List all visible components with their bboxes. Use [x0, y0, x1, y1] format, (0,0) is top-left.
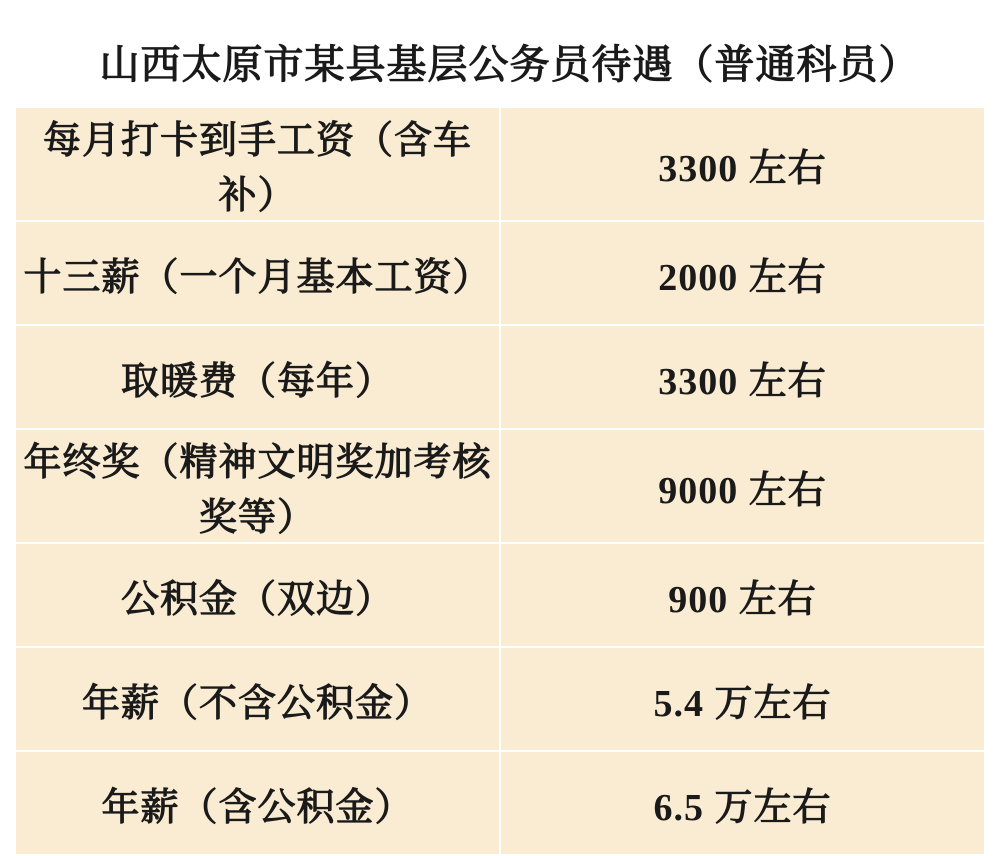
table-row [15, 647, 985, 751]
row-label: 年薪（不含公积金） [15, 647, 500, 751]
row-value: 5.4 万左右 [500, 647, 985, 751]
row-label: 年薪（含公积金） [15, 751, 500, 855]
table-title-row [15, 15, 985, 107]
table-row [15, 325, 985, 429]
row-value: 2000 左右 [500, 221, 985, 325]
salary-table [14, 14, 986, 856]
row-value: 9000 左右 [500, 429, 985, 543]
row-label: 公积金（双边） [15, 543, 500, 647]
table-title: 山西太原市某县基层公务员待遇（普通科员） [15, 15, 985, 107]
salary-table-body [15, 15, 985, 855]
row-label: 每月打卡到手工资（含车补） [15, 107, 500, 221]
table-row [15, 429, 985, 543]
row-label: 年终奖（精神文明奖加考核奖等） [15, 429, 500, 543]
row-value: 3300 左右 [500, 107, 985, 221]
table-row [15, 221, 985, 325]
table-row [15, 751, 985, 855]
row-label: 取暖费（每年） [15, 325, 500, 429]
table-row [15, 107, 985, 221]
row-value: 6.5 万左右 [500, 751, 985, 855]
row-value: 900 左右 [500, 543, 985, 647]
table-row [15, 543, 985, 647]
row-label: 十三薪（一个月基本工资） [15, 221, 500, 325]
row-value: 3300 左右 [500, 325, 985, 429]
